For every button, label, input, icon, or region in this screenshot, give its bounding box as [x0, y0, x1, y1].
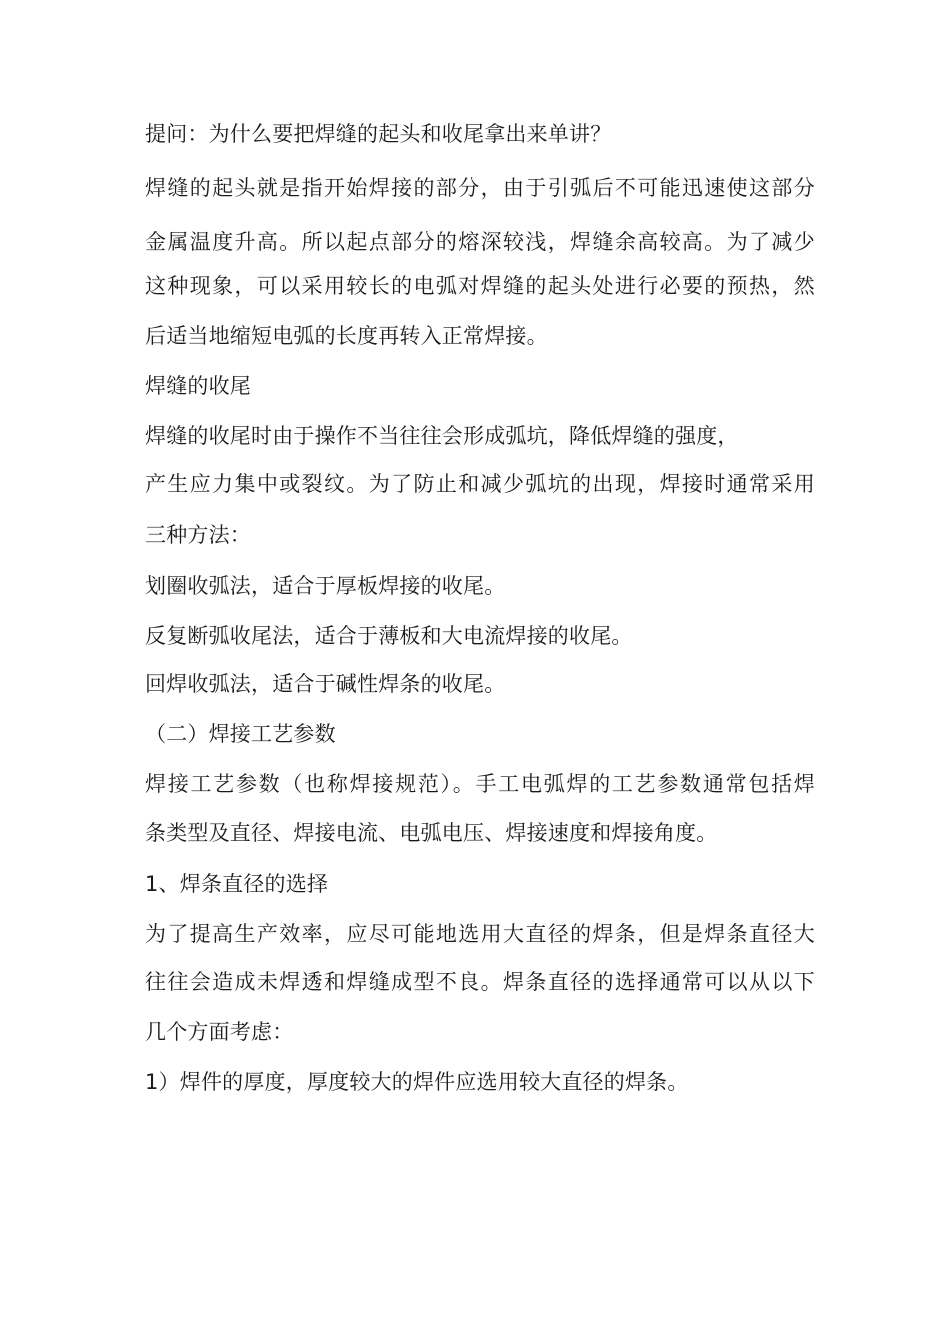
paragraph-line: 几个方面考虑：	[145, 1020, 294, 1044]
subsection-heading: 1、焊条直径的选择	[145, 872, 329, 896]
paragraph-line: 这种现象，可以采用较长的电弧对焊缝的起头处进行必要的预热，然	[145, 274, 815, 298]
question-line: 提问：为什么要把焊缝的起头和收尾拿出来单讲？	[145, 122, 612, 146]
paragraph-line: 焊缝的收尾时由于操作不当往往会形成弧坑，降低焊缝的强度，	[145, 424, 739, 448]
paragraph-line: 为了提高生产效率，应尽可能地选用大直径的焊条，但是焊条直径大	[145, 922, 815, 946]
paragraph-line: 焊接工艺参数（也称焊接规范）。手工电弧焊的工艺参数通常包括焊	[145, 772, 815, 796]
paragraph-line: 产生应力集中或裂纹。为了防止和减少弧坑的出现，焊接时通常采用	[145, 472, 815, 496]
paragraph-line: 往往会造成未焊透和焊缝成型不良。焊条直径的选择通常可以从以下	[145, 970, 815, 994]
section-heading: 焊缝的收尾	[145, 374, 251, 398]
paragraph-line: 焊缝的起头就是指开始焊接的部分，由于引弧后不可能迅速使这部分	[145, 176, 815, 200]
section-heading: （二）焊接工艺参数	[145, 722, 336, 746]
paragraph-line: 三种方法：	[145, 523, 251, 547]
paragraph-line: 金属温度升高。所以起点部分的熔深较浅，焊缝余高较高。为了减少	[145, 230, 815, 254]
list-item: 回焊收弧法，适合于碱性焊条的收尾。	[145, 672, 506, 696]
list-item: 划圈收弧法，适合于厚板焊接的收尾。	[145, 574, 506, 598]
list-item: 反复断弧收尾法，适合于薄板和大电流焊接的收尾。	[145, 624, 633, 648]
paragraph-line: 后适当地缩短电弧的长度再转入正常焊接。	[145, 324, 548, 348]
paragraph-line: 条类型及直径、焊接电流、电弧电压、焊接速度和焊接角度。	[145, 821, 718, 845]
list-item: 1）焊件的厚度，厚度较大的焊件应选用较大直径的焊条。	[145, 1070, 689, 1094]
